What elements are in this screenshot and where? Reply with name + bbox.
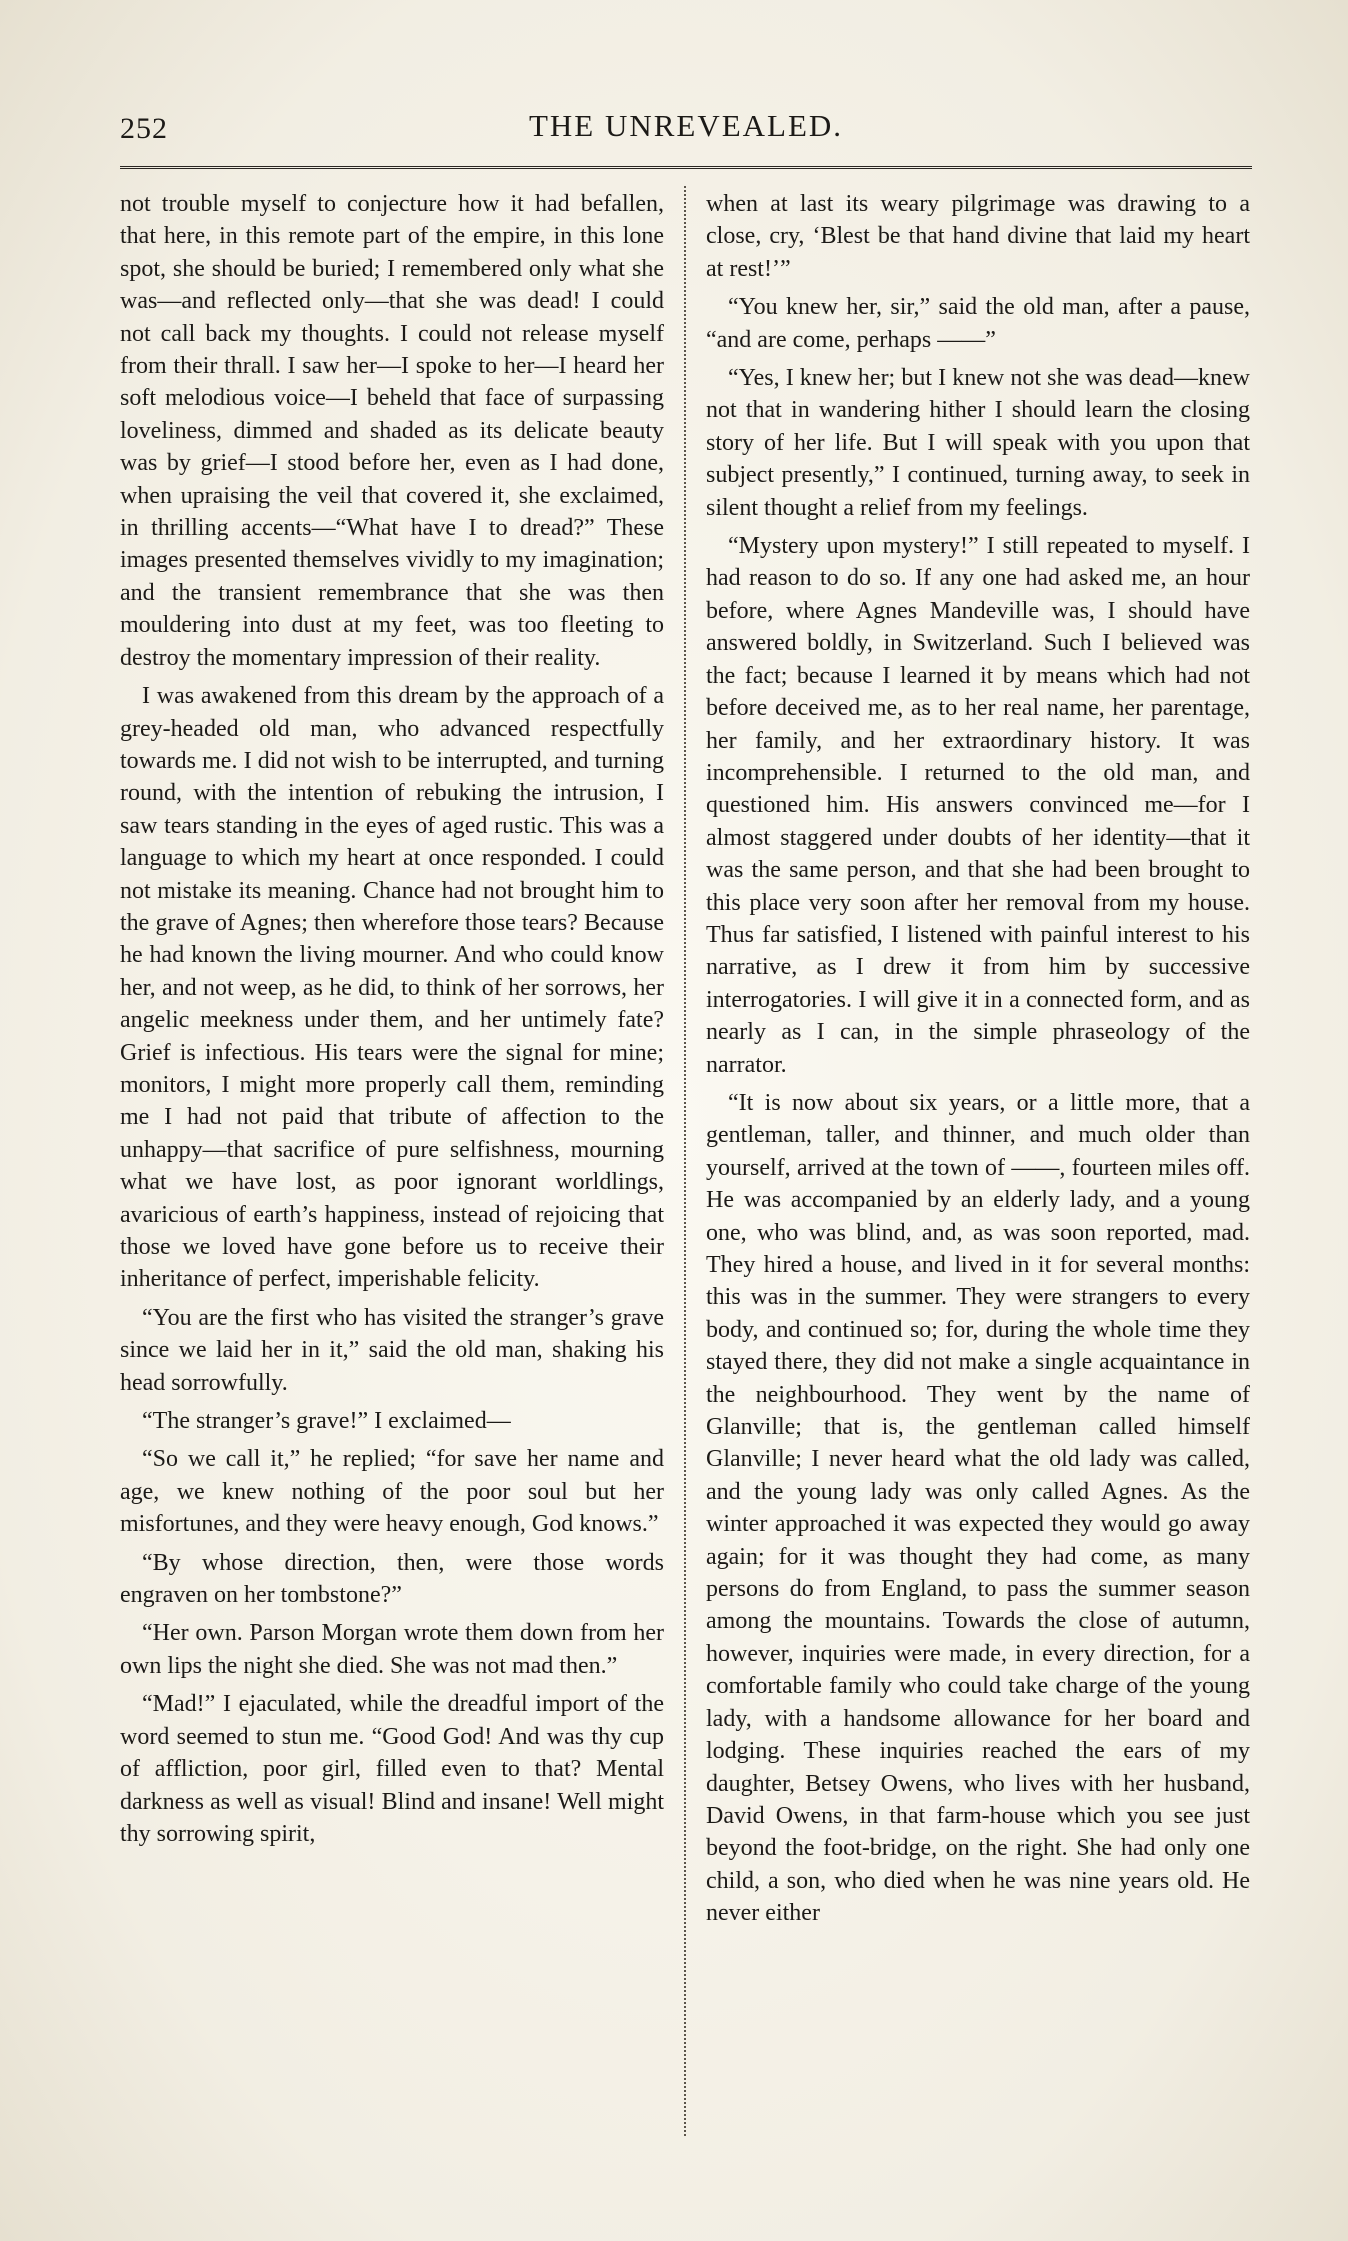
column-divider (684, 186, 686, 2136)
running-title: THE UNREVEALED. (528, 108, 844, 143)
paragraph: “Her own. Parson Morgan wrote them down from her own lips the night she died. She was not mad then.” (120, 1620, 664, 1679)
paragraph: “Yes, I knew her; but I knew not she was dead—knew not that in wandering hither I should learn the closing story of her life. But I will speak with you upon that subject presently,” I continued, turning away, to seek in silent thought a relief from my feelings. (706, 365, 1250, 521)
paragraph: “So we call it,” he replied; “for save her name and age, we knew nothing of the poor soul but her misfortunes, and they were heavy enough, God knows.” (120, 1446, 664, 1538)
paragraph: “By whose direction, then, were those words engraven on her tombstone?” (120, 1549, 664, 1609)
paragraph: when at last its weary pilgrimage was drawing to a close, cry, ‘Blest be that hand divine that laid my heart at rest!’” (706, 191, 1250, 282)
page-number: 252 (120, 112, 168, 145)
paragraph: “Mad!” I ejaculated, while the dreadful import of the word seemed to stun me. “Good God! And was thy cup of affliction, poor girl, filled even to that? Mental darkness as well as visual! Blind and insane! Well might thy sorrowing spirit, (120, 1691, 664, 1847)
page-header (120, 108, 1252, 158)
paragraph: “It is now about six years, or a little more, that a gentleman, taller, and thinner, and much older than yourself, arrived at the town of ——, fourteen miles off. He was accompanied by an elderly lady, and a young one, who was blind, and, as was soon reported, mad. They hired a house, and lived in it for several months: this was in the summer. They were strangers to every body, and continued so; for, during the whole time they stayed there, they did not make a single acquaintance in the neighbourhood. They went by the name of Glanville; that is, the gentleman called himself Glanville; I never heard what the old lady was called, and the young lady was only called Agnes. As the winter approached it was expected they would go away again; for it was thought they had come, as many persons do from England, to pass the summer season among the mountains. Towards the close of autumn, however, inquiries were made, in every direction, for a comfortable family who could take charge of the young lady, with a handsome allowance for her board and lodging. These inquiries reached the ears of my daughter, Betsey Owens, who lives with her husband, David Owens, in that farm-house which you see just beyond the foot-bridge, on the right. She had only one child, a son, who died when he was nine years old. He never either (706, 1089, 1250, 1927)
paragraph: “You knew her, sir,” said the old man, after a pause, “and are come, perhaps ——” (706, 294, 1250, 353)
paragraph: not trouble myself to conjecture how it had befallen, that here, in this remote part of the empire, in this lone spot, she should be buried; I remembered only what she was—and reflected only—that she was dead! I could not call back my thoughts. I could not release myself from their thrall. I saw her—I spoke to her—I heard her soft melodious voice—I beheld that face of surpassing loveliness, dimmed and shaded as its delicate beauty was by grief—I stood before her, even as I had done, when upraising the veil that covered it, she exclaimed, in thrilling accents—“What have I to dread?” These images presented themselves vividly to my imagination; and the transient remembrance that she was then mouldering into dust at my feet, was too fleeting to destroy the momentary impression of their reality. (120, 191, 664, 671)
paragraph: I was awakened from this dream by the approach of a grey-headed old man, who advanced respectfully towards me. I did not wish to be interrupted, and turning round, with the intention of rebuking the intrusion, I saw tears standing in the eyes of aged rustic. This was a language to which my heart at once responded. I could not mistake its meaning. Chance had not brought him to the grave of Agnes; then wherefore those tears? Because he had known the living mourner. And who could know her, and not weep, as he did, to think of her sorrows, her angelic meekness under them, and her untimely fate? Grief is infectious. His tears were the signal for mine; monitors, I might more properly call them, reminding me I had not paid that tribute of affection to the unhappy—that sacrifice of pure selfishness, mourning what we have lost, as poor ignorant worldlings, avaricious of earth’s happiness, instead of rejoicing that those we loved have gone before us to receive their inheritance of perfect, imperishable felicity. (120, 683, 664, 1293)
left-column (120, 188, 664, 1856)
header-rule (120, 166, 1252, 169)
right-column (706, 188, 1250, 1936)
paragraph: “The stranger’s grave!” I exclaimed— (142, 1408, 511, 1435)
paragraph: “You are the first who has visited the stranger’s grave since we laid her in it,” said the old man, shaking his head sorrowfully. (120, 1304, 664, 1396)
paragraph: “Mystery upon mystery!” I still repeated to myself. I had reason to do so. If any one had asked me, an hour before, where Agnes Mandeville was, I should have answered boldly, in Switzerland. Such I believed was the fact; because I learned it by means which had not before deceived me, as to her real name, her parentage, her family, and her extraordinary history. It was incomprehensible. I returned to the old man, and questioned him. His answers convinced me—for I almost staggered under doubts of her identity—that it was the same person, and that she had been brought to this place very soon after her removal from my house. Thus far satisfied, I listened with painful interest to his narrative, as I drew it from him by successive interrogatories. I will give it in a connected form, and as nearly as I can, in the simple phraseology of the narrator. (706, 533, 1250, 1078)
